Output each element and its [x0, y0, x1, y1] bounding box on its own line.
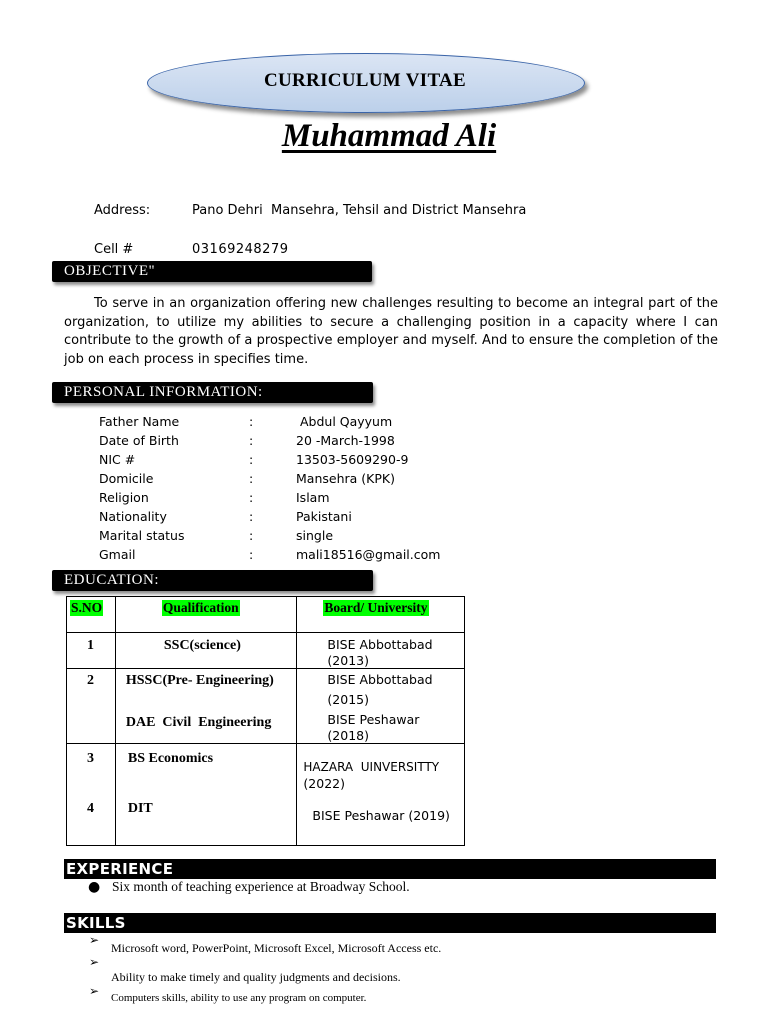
personal-value: 20 -March-1998	[296, 433, 395, 448]
arrow-bullet-icon: ➢	[89, 984, 100, 998]
row-board-2: BISE Peshawar (2019)	[312, 808, 450, 823]
table-cell	[67, 669, 116, 744]
table-header-cell	[115, 597, 297, 633]
table-row	[67, 669, 465, 744]
row-year: (2022)	[303, 776, 345, 791]
row-board: BISE Abbottabad	[327, 672, 433, 687]
column-board: Board/ University	[324, 600, 428, 615]
skill-item: Microsoft word, PowerPoint, Microsoft Excel, Microsoft Access etc.	[111, 941, 442, 955]
personal-colon: :	[249, 414, 254, 429]
column-sno: S.NO	[71, 600, 103, 615]
row-board: BISE Abbottabad	[327, 637, 433, 652]
personal-colon: :	[249, 490, 254, 505]
personal-value: mali18516@gmail.com	[296, 547, 441, 562]
row-sno: 2	[87, 673, 94, 688]
personal-value: Mansehra (KPK)	[296, 471, 395, 486]
personal-label: Father Name	[99, 414, 180, 429]
personal-value: Islam	[296, 490, 330, 505]
table-row	[67, 744, 465, 846]
personal-colon: :	[249, 528, 254, 543]
personal-value: 13503-5609290-9	[296, 452, 409, 467]
personal-colon: :	[249, 471, 254, 486]
bullet-dot-icon: ●	[88, 879, 101, 895]
personal-colon: :	[249, 547, 254, 562]
row-qualification: BS Economics	[127, 751, 214, 766]
table-cell	[297, 633, 465, 669]
experience-heading: EXPERIENCE	[64, 859, 716, 879]
personal-label: Religion	[99, 490, 149, 505]
table-cell	[115, 744, 297, 846]
row-qualification-2: DIT	[127, 801, 153, 816]
candidate-name: Muhammad Ali	[281, 118, 497, 154]
row-board: HAZARA UINVERSITTY	[303, 760, 440, 774]
personal-label: Domicile	[99, 471, 154, 486]
personal-value: single	[296, 528, 334, 543]
table-cell	[297, 669, 465, 744]
cell-label: Cell #	[94, 242, 134, 257]
objective-heading: OBJECTIVE"	[52, 261, 372, 282]
personal-label: Gmail	[99, 547, 136, 562]
table-header-cell	[67, 597, 116, 633]
row-qualification: HSSC(Pre- Engineering)	[125, 673, 274, 688]
row-sno: 1	[87, 638, 94, 653]
table-cell	[67, 633, 116, 669]
table-cell	[297, 744, 465, 846]
table-cell	[67, 744, 116, 846]
personal-colon: :	[249, 452, 254, 467]
education-table	[66, 596, 465, 846]
row-board-2: BISE Peshawar	[327, 712, 420, 727]
address-value: Pano Dehri Mansehra, Tehsil and District Mansehra	[192, 203, 527, 218]
skills-heading: SKILLS	[64, 913, 716, 933]
table-row	[67, 633, 465, 669]
address-label: Address:	[94, 203, 151, 218]
column-qualification: Qualification	[162, 600, 239, 615]
row-year: (2013)	[327, 653, 369, 668]
skill-item: Ability to make timely and quality judgments and decisions.	[111, 970, 401, 984]
experience-item: Six month of teaching experience at Broadway School.	[112, 879, 410, 894]
row-qualification: SSC(science)	[163, 638, 241, 653]
personal-label: NIC #	[99, 452, 136, 467]
personal-label: Marital status	[99, 528, 185, 543]
arrow-bullet-icon: ➢	[89, 933, 100, 947]
row-sno-2: 4	[87, 801, 94, 816]
row-year: (2015)	[327, 692, 369, 707]
skill-item: Computers skills, ability to use any program on computer.	[111, 992, 367, 1004]
personal-label: Nationality	[99, 509, 167, 524]
education-heading: EDUCATION:	[52, 570, 373, 591]
personal-value: Pakistani	[296, 509, 352, 524]
personal-colon: :	[249, 509, 254, 524]
cell-value: 03169248279	[192, 242, 289, 257]
table-header-cell	[297, 597, 465, 633]
personal-value: Abdul Qayyum	[296, 414, 393, 429]
personal-info-heading: PERSONAL INFORMATION:	[52, 382, 373, 403]
personal-colon: :	[249, 433, 254, 448]
row-qualification-2: DAE Civil Engineering	[125, 715, 272, 730]
table-header-row	[67, 597, 465, 633]
arrow-bullet-icon: ➢	[89, 955, 100, 969]
personal-label: Date of Birth	[99, 433, 179, 448]
document-title: CURRICULUM VITAE	[263, 70, 467, 91]
row-year-2: (2018)	[327, 728, 369, 743]
row-sno: 3	[87, 751, 94, 766]
table-cell	[115, 633, 297, 669]
objective-text: To serve in an organization offering new challenges resulting to become an integral part of the organization, to utilize my abilities to secure a challenging position in a capacity where I can contribute to the growth of a prospective employer and myself. And to ensure the completion of the job on each process in specifies time.	[64, 296, 718, 367]
table-cell	[115, 669, 297, 744]
